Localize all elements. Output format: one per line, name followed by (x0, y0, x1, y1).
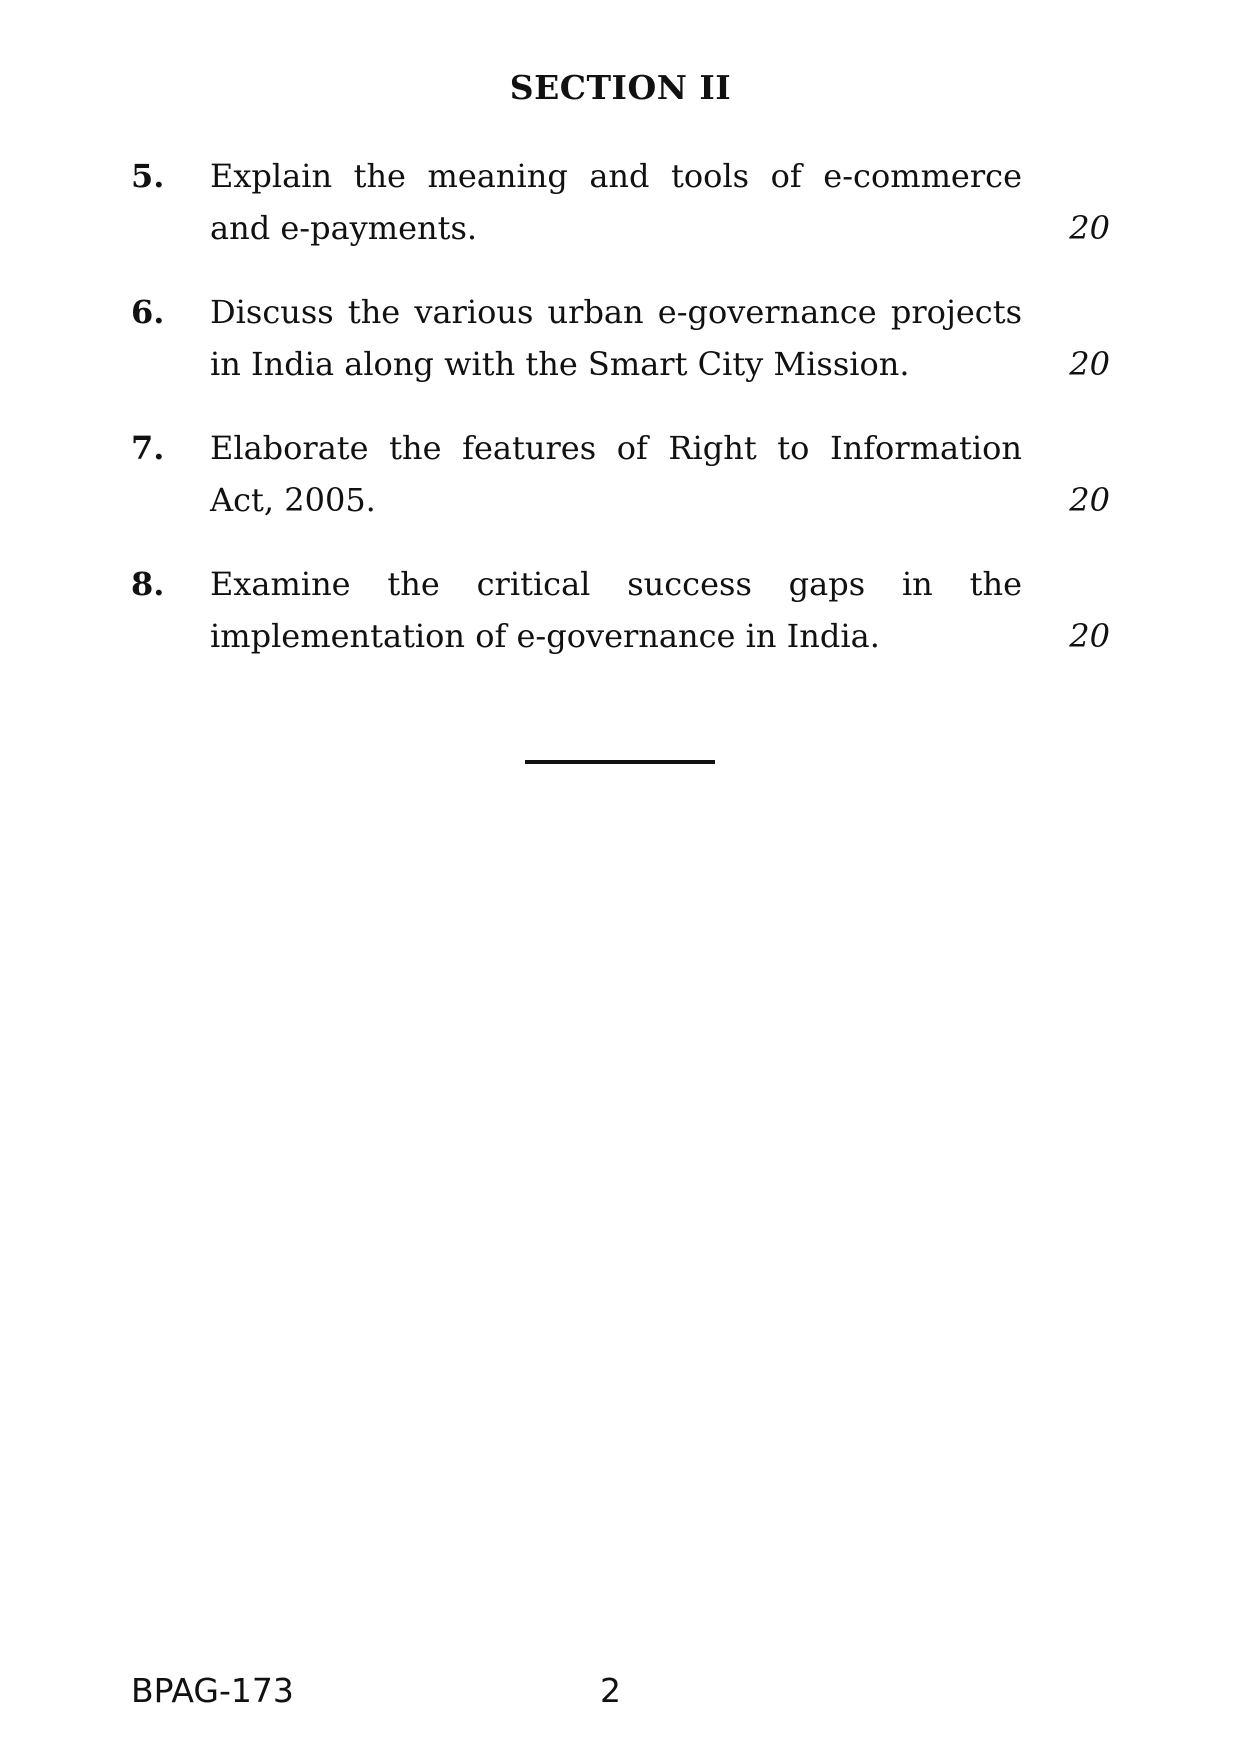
end-rule (525, 760, 715, 764)
question-marks: 20 (1069, 209, 1110, 247)
question-marks: 20 (1069, 345, 1110, 383)
question-number: 6. (131, 293, 165, 331)
footer-page-number: 2 (600, 1671, 621, 1710)
question-text: Explain the meaning and tools of e-commerce and e-payments. (210, 157, 1022, 247)
question-text: Examine the critical success gaps in the implementation of e-governance in India. (210, 565, 1022, 655)
question-number: 7. (131, 429, 165, 467)
question-text: Discuss the various urban e-governance projects in India along with the Smart City Mission. (210, 293, 1022, 383)
question-text: Elaborate the features of Right to Information Act, 2005. (210, 429, 1022, 519)
question-marks: 20 (1069, 617, 1110, 655)
footer-course-code: BPAG-173 (131, 1671, 294, 1710)
section-heading: SECTION II (509, 68, 732, 107)
question-number: 5. (131, 157, 165, 195)
question-marks: 20 (1069, 481, 1110, 519)
question-number: 8. (131, 565, 165, 603)
